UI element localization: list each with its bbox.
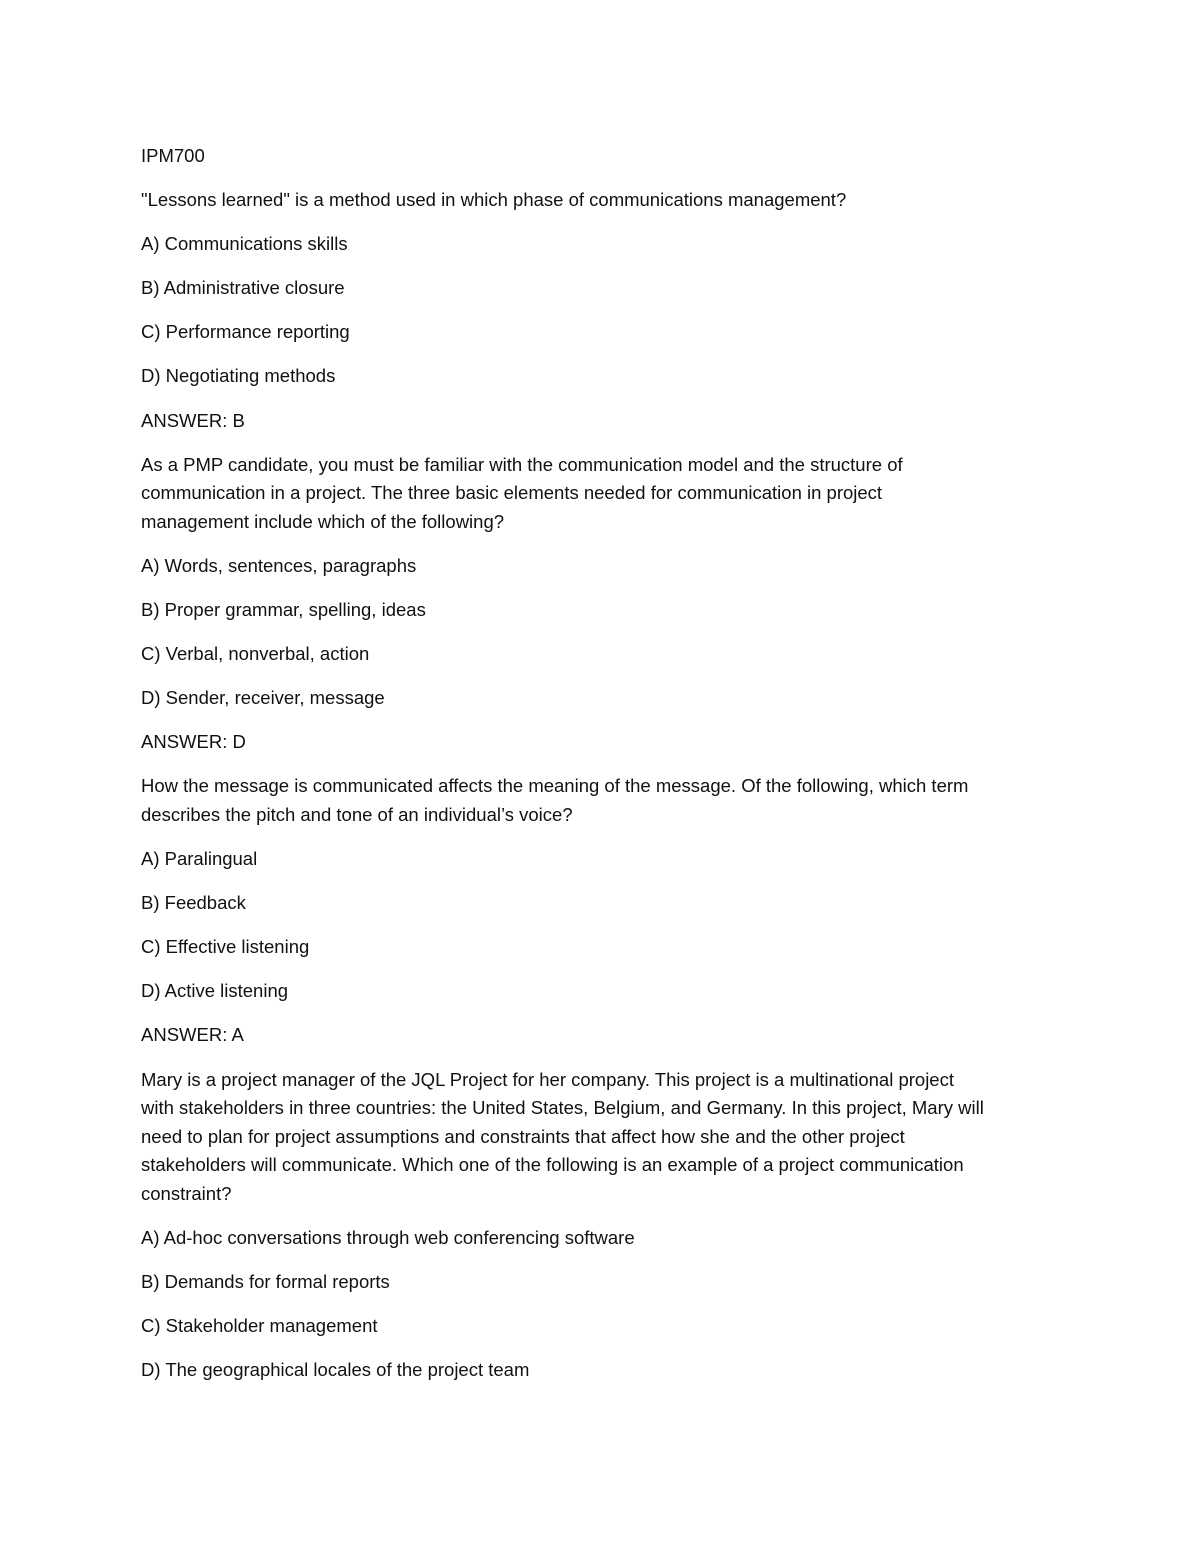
question-2-option-a: A) Words, sentences, paragraphs <box>141 554 417 576</box>
question-4-option-b: B) Demands for formal reports <box>141 1271 390 1293</box>
question-1-option-b: B) Administrative closure <box>141 277 345 299</box>
question-text-line: need to plan for project assumptions and constraints that affect how she and the other project <box>141 1125 905 1147</box>
question-2-text <box>141 451 1061 537</box>
question-4-text <box>141 1066 1061 1209</box>
question-3-option-a: A) Paralingual <box>141 848 258 870</box>
question-3-text <box>141 772 1061 829</box>
question-1-answer: ANSWER: B <box>141 409 245 431</box>
question-1-text <box>141 186 1061 215</box>
question-3-option-c: C) Effective listening <box>141 936 310 958</box>
question-2-option-b: B) Proper grammar, spelling, ideas <box>141 599 426 621</box>
question-3-option-d: D) Active listening <box>141 980 289 1002</box>
question-2-answer: ANSWER: D <box>141 731 246 753</box>
question-text-line: management include which of the following? <box>141 510 505 532</box>
course-code: IPM700 <box>141 145 205 166</box>
question-text-line: How the message is communicated affects the meaning of the message. Of the following, which term <box>141 775 969 797</box>
question-1-option-c: C) Performance reporting <box>141 321 350 343</box>
question-4-option-a: A) Ad-hoc conversations through web conferencing software <box>141 1227 635 1249</box>
question-text-line: describes the pitch and tone of an individual’s voice? <box>141 804 573 825</box>
question-text-line: As a PMP candidate, you must be familiar with the communication model and the structure of <box>141 453 903 475</box>
question-text-line: stakeholders will communicate. Which one of the following is an example of a project communication <box>141 1154 964 1176</box>
question-text-line: Mary is a project manager of the JQL Project for her company. This project is a multinational project <box>141 1068 954 1090</box>
question-4-option-d: D) The geographical locales of the project team <box>141 1359 530 1381</box>
question-text-line: with stakeholders in three countries: the United States, Belgium, and Germany. In this project, Mary will <box>141 1097 984 1119</box>
question-text-line: constraint? <box>141 1182 232 1204</box>
question-text-line: communication in a project. The three basic elements needed for communication in project <box>141 482 883 504</box>
question-2-option-c: C) Verbal, nonverbal, action <box>141 643 370 665</box>
question-text-line: "Lessons learned" is a method used in which phase of communications management? <box>141 189 847 211</box>
question-2-option-d: D) Sender, receiver, message <box>141 687 385 709</box>
question-4-option-c: C) Stakeholder management <box>141 1315 378 1337</box>
question-3-option-b: B) Feedback <box>141 892 246 914</box>
question-1-option-d: D) Negotiating methods <box>141 365 336 387</box>
question-1-option-a: A) Communications skills <box>141 233 348 255</box>
document-page <box>141 142 1061 1400</box>
question-3-answer: ANSWER: A <box>141 1024 244 1046</box>
